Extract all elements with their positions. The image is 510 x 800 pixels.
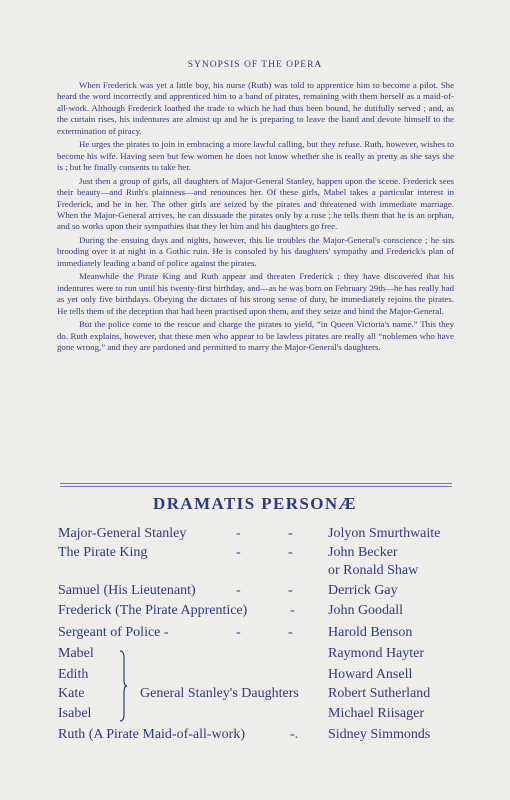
divider-rule	[60, 486, 452, 487]
cast-actor: Michael Riisager	[328, 706, 425, 721]
cast-dash: -.	[290, 727, 299, 742]
cast-role: Frederick (The Pirate Apprentice)	[58, 603, 248, 618]
cast-actor: Jolyon Smurthwaite	[328, 526, 441, 541]
cast-dash: -	[288, 583, 293, 598]
cast-actor: Sidney Simmonds	[328, 727, 431, 742]
cast-dash: -	[236, 583, 241, 598]
synopsis-body	[57, 80, 454, 355]
daughter-name: Edith	[58, 667, 89, 682]
cast-dash: -	[236, 545, 241, 560]
cast-role: Samuel (His Lieutenant)	[58, 583, 196, 598]
cast-actor: John Becker	[328, 545, 398, 560]
synopsis-paragraph: He urges the pirates to join in embracing a more lawful calling, but they refuse. Ruth, however, wishes to become his wife. Having seen but few women he does not know whether she is really as pretty as she says she is ; but he finally consents to take her.	[57, 139, 454, 173]
synopsis-paragraph: Just then a group of girls, all daughters of Major-General Stanley, happen upon the scene. Frederick sees their beauty—and Ruth's plainness—and renounces her. Of these girls, Mabel takes a particular interest in Frederick, and he in her. The other girls are seized by the pirates and threatened with immediate marriage. When the Major-General arrives, he can dissuade the pirates only by a ruse ; he tells them that he is an orphan, and so works upon their sympathies that they let him and his daughters go free.	[57, 175, 454, 232]
cast-role: Sergeant of Police -	[58, 625, 169, 640]
cast-actor: Robert Sutherland	[328, 686, 431, 701]
cast-dash: -	[236, 526, 241, 541]
cast-dash: -	[236, 625, 241, 640]
cast-dash: -	[288, 526, 293, 541]
dramatis-personae-title: DRAMATIS PERSONÆ	[153, 494, 357, 513]
daughters-group-label: General Stanley's Daughters	[140, 686, 299, 701]
cast-dash: -	[288, 625, 293, 640]
cast-actor: Harold Benson	[328, 625, 413, 640]
cast-actor: John Goodall	[328, 603, 404, 618]
daughter-name: Isabel	[58, 706, 92, 721]
synopsis-paragraph: When Frederick was yet a little boy, his nurse (Ruth) was told to apprentice him to become a pilot. She heard the word incorrectly and apprenticed him to a band of pirates, remaining with them herself as a maid-of-all-work. Although Frederick loathed the trade to which he had thus been bound, he dutifully served ; and, as the curtain rises, his indentures are almost up and he is preparing to leave the band and devote himself to the extermination of piracy.	[57, 80, 454, 136]
divider-rule	[60, 483, 452, 484]
cast-role: The Pirate King	[58, 545, 148, 560]
synopsis-paragraph: During the ensuing days and nights, however, this lie troubles the Major-General's conscience ; he sits brooding over it at night in a Gothic ruin. He is consoled by his daughters' sympathy and Frederick's plan of immediately leading a band of police against the pirates.	[57, 234, 454, 268]
cast-actor: Howard Ansell	[328, 667, 413, 682]
daughter-name: Kate	[58, 686, 85, 701]
synopsis-paragraph: Meanwhile the Pirate King and Ruth appear and threaten Frederick ; they have discovered that his indentures were to run until his twenty-first birthday, and—as he was born on February 29th—he has really had as yet only five birthdays. Obeying the dictates of his strong sense of duty, he immediately rejoins the pirates. He tells them of the deception that had been practised upon them, and they seize and bind the Major-General.	[57, 271, 454, 316]
cast-role: Major-General Stanley	[58, 526, 187, 541]
cast-actor: Derrick Gay	[328, 583, 398, 598]
brace-icon	[118, 650, 128, 722]
synopsis-paragraph: But the police come to the rescue and charge the pirates to yield, “in Queen Victoria's name.” This they do. Ruth explains, however, that these men who appear to be lawless pirates are really all “noblemen who have gone wrong,” and they are pardoned and permitted to marry the Major-General's daughters.	[57, 319, 454, 352]
cast-actor: Raymond Hayter	[328, 646, 425, 661]
cast-role: Ruth (A Pirate Maid-of-all-work)	[58, 727, 246, 742]
synopsis-title: SYNOPSIS OF THE OPERA	[187, 60, 323, 70]
cast-dash: -	[290, 603, 295, 618]
cast-actor-alternate: or Ronald Shaw	[328, 563, 419, 578]
cast-dash: -	[288, 545, 293, 560]
daughter-name: Mabel	[58, 646, 94, 661]
